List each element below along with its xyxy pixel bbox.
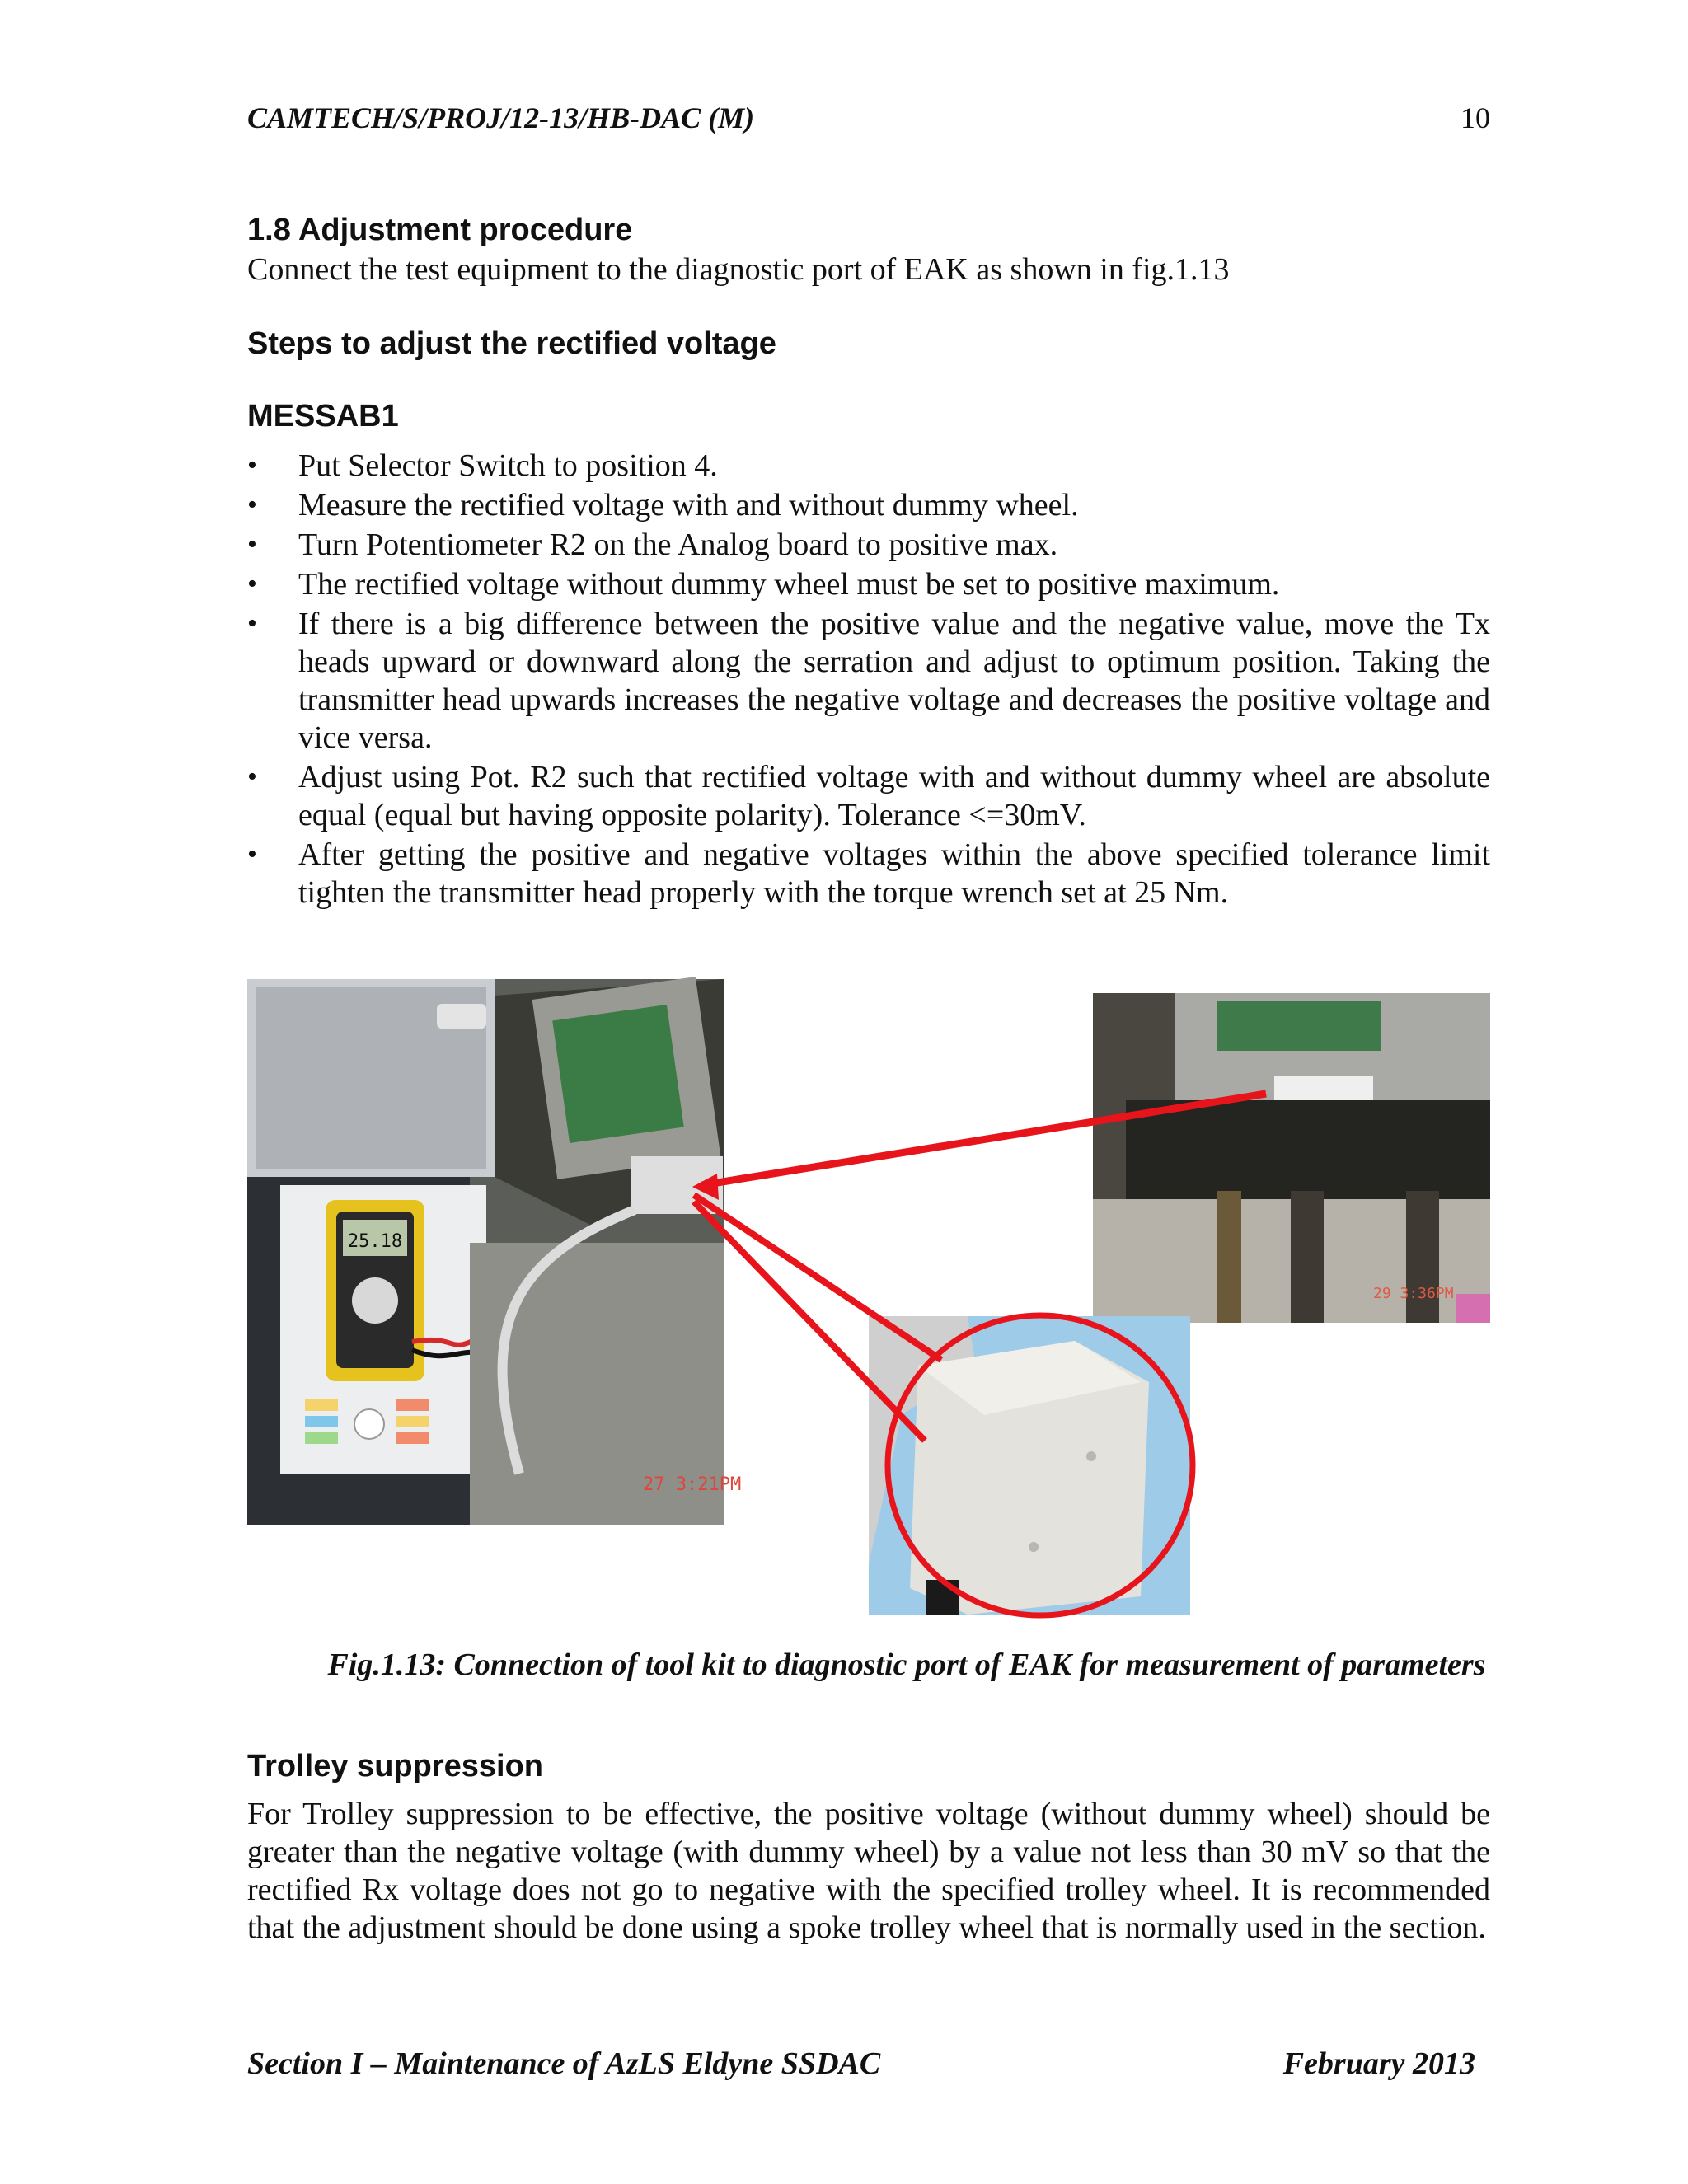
photo-timestamp-left: 27 3:21PM bbox=[643, 1474, 742, 1495]
section-intro: Connect the test equipment to the diagnostic port of EAK as shown in fig.1.13 bbox=[247, 252, 1230, 287]
trolley-heading: Trolley suppression bbox=[247, 1749, 543, 1783]
list-item: • If there is a big difference between the positive value and the negative value, move the Tx heads upward or downward along the serration and adjust to optimum position. Taking the transmitter head upwards increases the negative voltage and decreases the positive voltage and vice versa. bbox=[247, 605, 1490, 757]
steps-heading: Steps to adjust the rectified voltage bbox=[247, 326, 776, 361]
list-item: • Adjust using Pot. R2 such that rectified voltage with and without dummy wheel are absolute equal (equal but having opposite polarity). Tolerance <=30mV. bbox=[247, 758, 1490, 834]
callout-line-lower bbox=[694, 1202, 925, 1441]
list-item: • Measure the rectified voltage with and without dummy wheel. bbox=[247, 486, 1490, 524]
list-item: • Put Selector Switch to position 4. bbox=[247, 447, 1490, 485]
messab1-heading: MESSAB1 bbox=[247, 399, 399, 434]
list-item: • Turn Potentiometer R2 on the Analog board to positive max. bbox=[247, 526, 1490, 564]
multimeter-reading: 25.18 bbox=[347, 1231, 403, 1252]
figure-caption: Fig.1.13: Connection of tool kit to diagnostic port of EAK for measurement of parameters bbox=[327, 1647, 1486, 1682]
footer-date: February 2013 bbox=[1282, 2046, 1475, 2081]
document-code: CAMTECH/S/PROJ/12-13/HB-DAC (M) bbox=[247, 101, 755, 134]
page-number: 10 bbox=[1461, 101, 1490, 134]
arrow-to-port-line bbox=[702, 1094, 1266, 1185]
list-item: • After getting the positive and negative voltages within the above specified tolerance limit tighten the transmitter head properly with the torque wrench set at 25 Nm. bbox=[247, 836, 1490, 912]
page-footer bbox=[247, 2046, 1475, 2087]
list-item: • The rectified voltage without dummy wheel must be set to positive maximum. bbox=[247, 565, 1490, 603]
section-title: 1.8 Adjustment procedure bbox=[247, 213, 633, 247]
footer-section: Section I – Maintenance of AzLS Eldyne SSDAC bbox=[247, 2046, 881, 2081]
callout-line-upper bbox=[694, 1195, 941, 1360]
highlight-circle bbox=[888, 1315, 1193, 1615]
photo-timestamp-right: 29 3:36PM bbox=[1373, 1285, 1454, 1302]
trolley-paragraph: For Trolley suppression to be effective, the positive voltage (without dummy wheel) should be greater than the negative voltage (with dummy wheel) by a value not less than 30 mV so that the rectified Rx voltage does not go to negative with the specified trolley wheel. It is recommended that the adjustment should be done using a spoke trolley wheel that is normally used in the section. bbox=[247, 1797, 1490, 1945]
